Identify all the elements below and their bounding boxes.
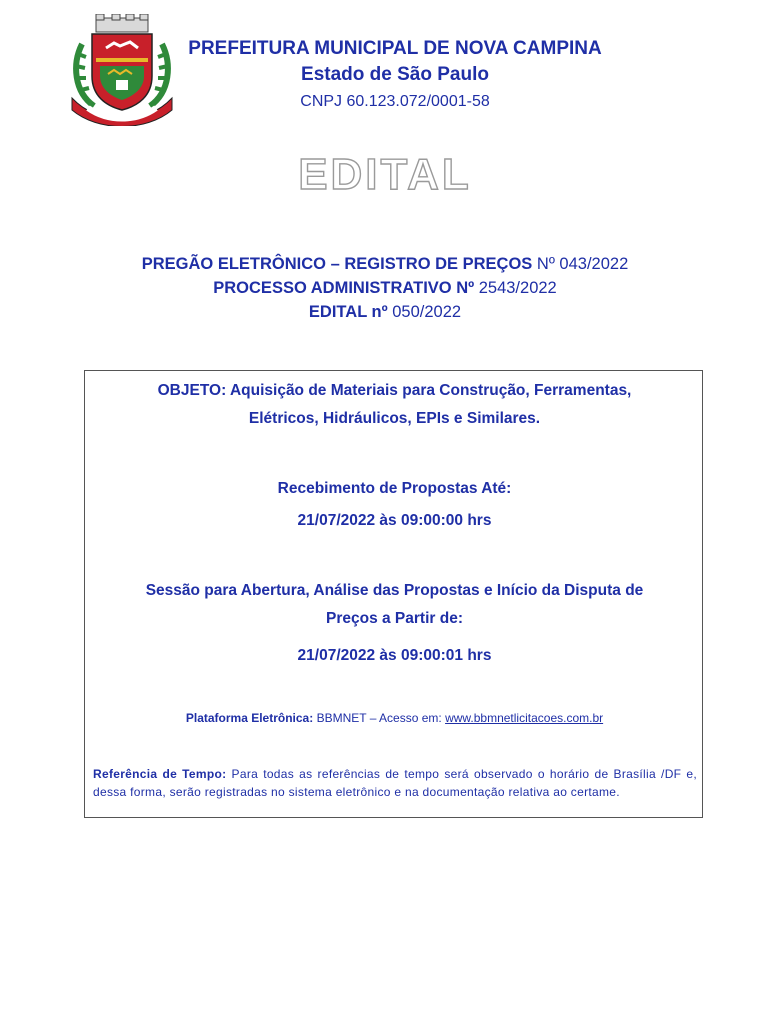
process-titles	[0, 252, 770, 324]
document-header	[160, 36, 630, 114]
organization-name: PREFEITURA MUNICIPAL DE NOVA CAMPINA	[188, 38, 602, 59]
receipt-deadline	[85, 473, 704, 537]
cnpj-number: CNPJ 60.123.072/0001-58	[300, 93, 490, 110]
processo-line: PROCESSO ADMINISTRATIVO Nº 2543/2022	[213, 279, 557, 297]
edital-number-line: EDITAL nº 050/2022	[308, 303, 462, 321]
state-name: Estado de São Paulo	[301, 64, 489, 85]
platform-info: Plataforma Eletrônica: BBMNET – Acesso em: www.bbmnetlicitacoes.com.br	[185, 711, 604, 725]
session-datetime: 21/07/2022 às 09:00:01 hrs	[297, 647, 492, 664]
document-type-heading: EDITAL	[298, 150, 472, 199]
receipt-datetime: 21/07/2022 às 09:00:00 hrs	[297, 512, 492, 529]
pregao-line: PREGÃO ELETRÔNICO – REGISTRO DE PREÇOS Nº 043/2022	[141, 255, 629, 273]
time-reference-note: Referência de Tempo: Para todas as referências de tempo será observado o horário de Brasília /DF e, dessa forma, serão registradas no sistema eletrônico e na documentação relativa ao certame.	[93, 767, 698, 799]
edital-summary-box	[84, 370, 703, 818]
session-opening: Sessão para Abertura, Análise das Propostas e Início da Disputa de Preços a Partir de: 21/07/2022 às 09:00:01 hrs	[85, 577, 704, 671]
platform-link[interactable]: www.bbmnetlicitacoes.com.br	[445, 711, 604, 725]
objeto-text: OBJETO: Aquisição de Materiais para Construção, Ferramentas, Elétricos, Hidráulicos, EPIs e Similares.	[157, 382, 632, 427]
receipt-label: Recebimento de Propostas Até:	[277, 480, 512, 497]
